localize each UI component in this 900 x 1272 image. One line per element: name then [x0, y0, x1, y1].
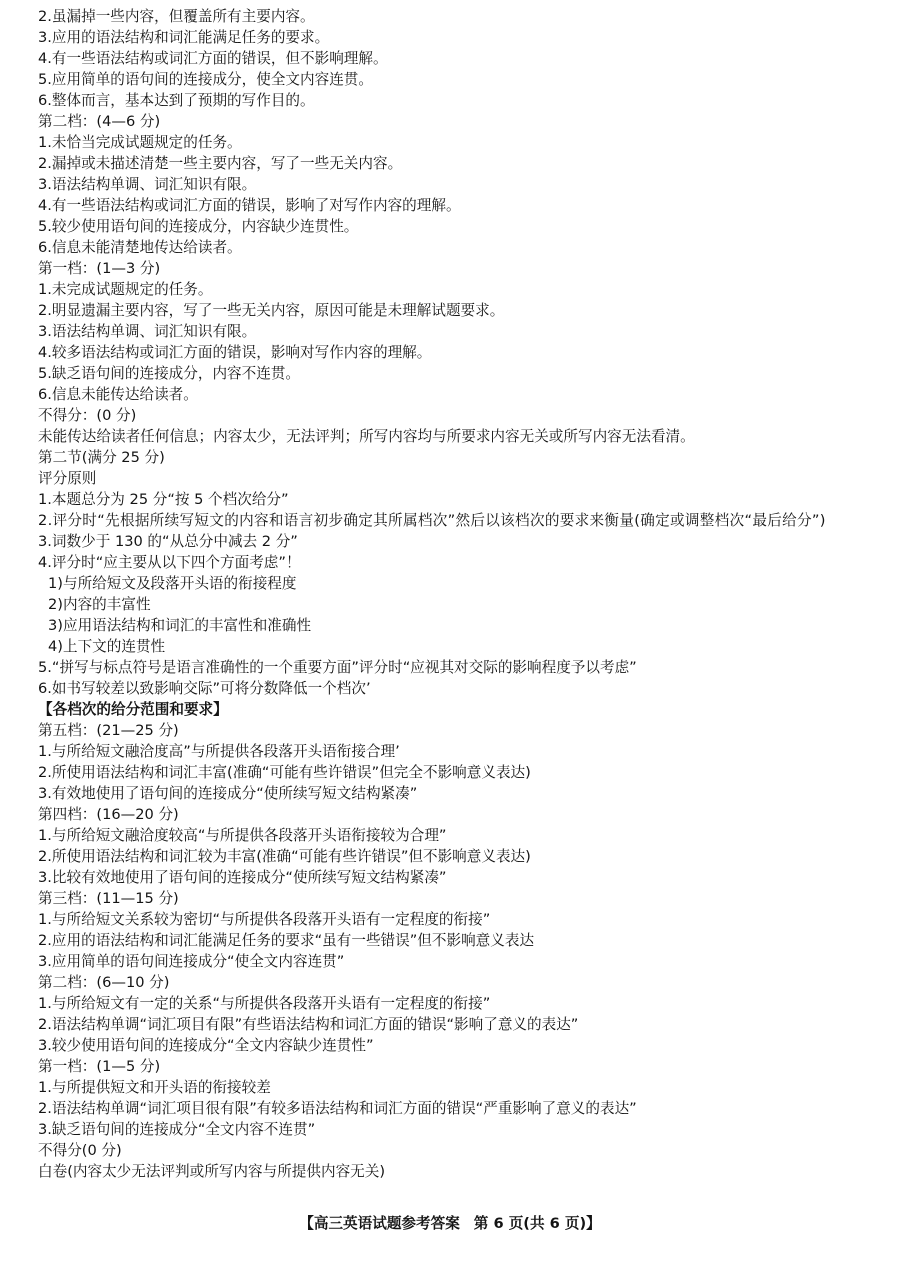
principle-line: 4.评分时“应主要从以下四个方面考虑”！: [38, 554, 301, 571]
criterion-line: 2.虽漏掉一些内容，但覆盖所有主要内容。: [38, 8, 315, 25]
criterion-line: 5.较少使用语句间的连接成分，内容缺少连贯性。: [38, 218, 359, 235]
criterion-line: 2.所使用语法结构和词汇较为丰富(准确“可能有些许错误”但不影响意义表达): [38, 848, 531, 865]
grade-level-heading: 第二档：(4—6 分): [38, 113, 161, 130]
criterion-line: 5.应用简单的语句间的连接成分，使全文内容连贯。: [38, 71, 373, 88]
criterion-line: 2.语法结构单调“词汇项目很有限”有较多语法结构和词汇方面的错误“严重影响了意义的表达”: [38, 1100, 637, 1117]
criterion-line: 1.未恰当完成试题规定的任务。: [38, 134, 242, 151]
grade-level-heading: 第五档：(21—25 分): [38, 722, 179, 739]
criterion-line: 6.信息未能清楚地传达给读者。: [38, 239, 242, 256]
criterion-line: 1.未完成试题规定的任务。: [38, 281, 213, 298]
principle-subitem: 2)内容的丰富性: [48, 596, 151, 613]
criterion-line: 2.所使用语法结构和词汇丰富(准确“可能有些许错误”但完全不影响意义表达): [38, 764, 531, 781]
principle-line: 1.本题总分为 25 分“按 5 个档次给分”: [38, 491, 289, 508]
grade-level-heading: 不得分(0 分): [38, 1142, 122, 1159]
criterion-line: 2.语法结构单调“词汇项目有限”有些语法结构和词汇方面的错误“影响了意义的表达”: [38, 1016, 579, 1033]
criterion-line: 3.有效地使用了语句间的连接成分“使所续写短文结构紧凑”: [38, 785, 418, 802]
criterion-line: 6.信息未能传达给读者。: [38, 386, 198, 403]
criterion-line: 1.与所给短文关系较为密切“与所提供各段落开头语有一定程度的衔接”: [38, 911, 491, 928]
grade-level-heading: 第一档：(1—5 分): [38, 1058, 161, 1075]
criterion-line: 3.应用的语法结构和词汇能满足任务的要求。: [38, 29, 330, 46]
section-heading: 第二节(满分 25 分): [38, 449, 165, 466]
principle-subitem: 1)与所给短文及段落开头语的衔接程度: [48, 575, 297, 592]
criterion-line: 4.有一些语法结构或词汇方面的错误，影响了对写作内容的理解。: [38, 197, 461, 214]
grade-level-heading: 不得分：(0 分): [38, 407, 137, 424]
criterion-line: 3.语法结构单调、词汇知识有限。: [38, 176, 257, 193]
criterion-line: 4.较多语法结构或词汇方面的错误，影响对写作内容的理解。: [38, 344, 432, 361]
criterion-line: 6.整体而言，基本达到了预期的写作目的。: [38, 92, 315, 109]
criterion-line: 白卷(内容太少无法评判或所写内容与所提供内容无关): [38, 1163, 386, 1180]
criterion-line: 3.应用简单的语句间连接成分“使全文内容连贯”: [38, 953, 345, 970]
answer-key-body: [38, 6, 868, 1182]
criterion-line: 3.较少使用语句间的连接成分“全文内容缺少连贯性”: [38, 1037, 374, 1054]
grade-level-heading: 第二档：(6—10 分): [38, 974, 170, 991]
footer-page-number: 第 6 页(共 6 页)】: [473, 1215, 601, 1232]
criterion-line: 3.语法结构单调、词汇知识有限。: [38, 323, 257, 340]
page-footer: [0, 1212, 900, 1233]
criterion-line: 1.与所提供短文和开头语的衔接较差: [38, 1079, 271, 1096]
criterion-line: 1.与所给短文融洽度较高“与所提供各段落开头语衔接较为合理”: [38, 827, 447, 844]
grade-level-heading: 第三档：(11—15 分): [38, 890, 179, 907]
criterion-line: 3.比较有效地使用了语句间的连接成分“使所续写短文结构紧凑”: [38, 869, 447, 886]
principle-line: 6.如书写较差以致影响交际”可将分数降低一个档次’: [38, 680, 371, 697]
criterion-line: 2.漏掉或未描述清楚一些主要内容，写了一些无关内容。: [38, 155, 403, 172]
criterion-line: 4.有一些语法结构或词汇方面的错误，但不影响理解。: [38, 50, 388, 67]
grade-ranges-heading: 【各档次的给分范围和要求】: [38, 701, 228, 718]
footer-title: 【高三英语试题参考答案: [299, 1215, 460, 1232]
grade-level-heading: 第四档：(16—20 分): [38, 806, 179, 823]
criterion-line: 2.明显遗漏主要内容，写了一些无关内容，原因可能是未理解试题要求。: [38, 302, 505, 319]
principle-line: 5.“拼写与标点符号是语言准确性的一个重要方面”评分时“应视其对交际的影响程度予以考虑”: [38, 659, 637, 676]
criterion-line: 未能传达给读者任何信息；内容太少，无法评判；所写内容均与所要求内容无关或所写内容无法看清。: [38, 428, 695, 445]
grade-level-heading: 第一档：(1—3 分): [38, 260, 161, 277]
principle-subitem: 3)应用语法结构和词汇的丰富性和准确性: [48, 617, 312, 634]
principle-line: 2.评分时“先根据所续写短文的内容和语言初步确定其所属档次”然后以该档次的要求来衡量(确定或调整档次“最后给分”): [38, 512, 826, 529]
criterion-line: 5.缺乏语句间的连接成分，内容不连贯。: [38, 365, 301, 382]
principle-subitem: 4)上下文的连贯性: [48, 638, 166, 655]
criterion-line: 1.与所给短文融洽度高”与所提供各段落开头语衔接合理’: [38, 743, 400, 760]
principle-line: 3.词数少于 130 的“从总分中减去 2 分”: [38, 533, 298, 550]
criterion-line: 3.缺乏语句间的连接成分“全文内容不连贯”: [38, 1121, 316, 1138]
criterion-line: 1.与所给短文有一定的关系“与所提供各段落开头语有一定程度的衔接”: [38, 995, 491, 1012]
criterion-line: 2.应用的语法结构和词汇能满足任务的要求“虽有一些错误”但不影响意义表达: [38, 932, 535, 949]
subsection-heading: 评分原则: [38, 470, 97, 487]
